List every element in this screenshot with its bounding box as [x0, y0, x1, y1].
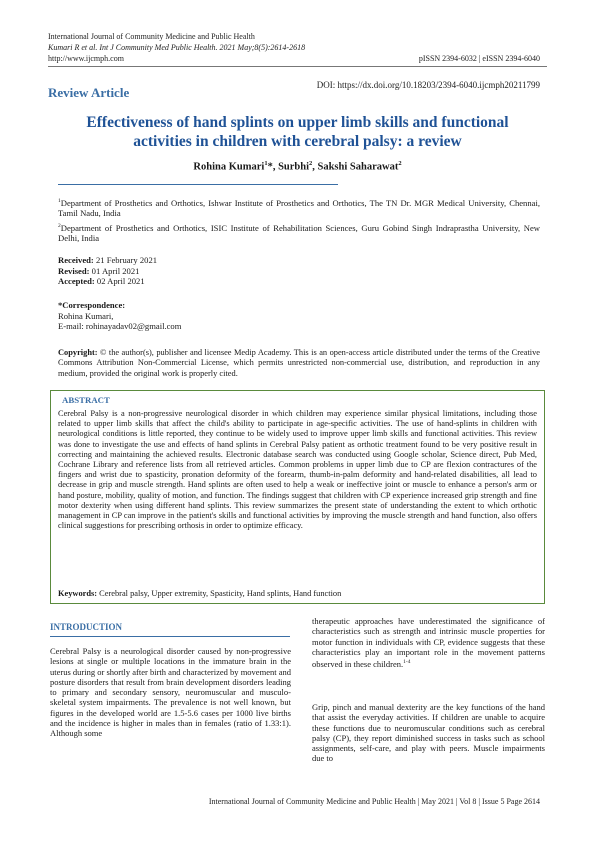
affiliation-1	[58, 196, 540, 219]
author-name: Surbhi	[278, 161, 309, 173]
accepted-label: Accepted:	[58, 276, 95, 287]
author-affil-mark: 1	[264, 160, 268, 167]
affiliation-2	[58, 221, 540, 244]
affiliation-number: 1	[58, 198, 61, 204]
citation-ref: 1-4	[403, 659, 411, 666]
author-name: Sakshi Saharawat	[317, 161, 399, 173]
doi-link[interactable]: DOI: https://dx.doi.org/10.18203/2394-6040.ijcmph20211799	[316, 80, 540, 90]
abstract-text: Cerebral Palsy is a non-progressive neurological disorder in which children may experience similar physical limitations, including those related to upper limb skills that affect the child's ability to participate in age-specific activities. The use of hand-splints in children with neurological conditions is little reported, they continue to be widely used to improve upper limb skills and functional activities. This review was done to investigate the use and effects of hand splints in Cerebral Palsy patient as orthotic treatment found to be very positive result in correcting and maintaining the achieved results. Electronic database search was conducted using Google scholar, Science direct, Pub Med, Cochrane Library and reference lists from all retrieved articles. Common problems in upper limb due to CP are flexion contractures of the fingers and wrist due to spasticity, pronation deformity of the forearm, thumb-in-palm deformity and hand-related disabilities, all lead to decrease in grip and muscle strength. Hand splints are often used to help a weak or ineffective joint or muscle to enhance a person's arm or hand posture, mobility, quality of motion, and function. The findings suggest that children with CP experience increased grip strength and fine motor dexterity when using different hand splints. This review summarizes the present state of understanding the extent to which orthotic management in CP can improve in the patient's skills and functional activities by improving the muscle strength and hand function, also offers clinical suggestions for prescribing orthosis in order to optimize efficacy.	[58, 409, 537, 531]
author-affil-mark: 2	[398, 160, 402, 167]
author-name: Rohina Kumari	[193, 161, 265, 173]
article-dates	[58, 255, 157, 287]
introduction-divider	[50, 636, 290, 637]
keywords-text: Cerebral palsy, Upper extremity, Spasticity, Hand splints, Hand function	[99, 589, 342, 598]
header-divider	[48, 66, 547, 67]
article-type: Review Article	[48, 85, 130, 100]
keywords-label: Keywords:	[58, 589, 98, 598]
copyright-label: Copyright:	[58, 348, 98, 357]
journal-url[interactable]: http://www.ijcmph.com	[48, 54, 124, 63]
revised-label: Revised:	[58, 265, 90, 276]
issn-line: pISSN 2394-6032 | eISSN 2394-6040	[418, 54, 540, 63]
affiliation-text: Department of Prosthetics and Orthotics, ISIC Institute of Rehabilitation Sciences, Guru Gobind Singh Indraprastha University, New Delhi, India	[58, 222, 540, 244]
abstract-heading: ABSTRACT	[62, 395, 110, 405]
revised-date: 01 April 2021	[91, 265, 140, 276]
correspondence-email[interactable]: E-mail: rohinayadav02@gmail.com	[58, 321, 182, 332]
article-title: Effectiveness of hand splints on upper limb skills and functional activities in children with cerebral palsy: a review	[86, 114, 509, 150]
author-separator: *,	[267, 161, 279, 173]
author-divider	[58, 184, 338, 185]
paragraph-text: therapeutic approaches have underestimated the significance of characteristics such as strength and intrinsic muscle properties for motor function in individuals with CP, evidence suggests that these characteristics play an important role in the movement patterns observed in these children.	[312, 616, 545, 670]
intro-paragraph-left: Cerebral Palsy is a neurological disorder caused by non-progressive lesions at single or multiple locations in the immature brain in the uterus during or shortly after birth and characterized by movement and posture disorders that result from brain development disorders leading to primary and secondary sensory, neuromuscular and musculo-skeletal system impairments. The prevalence is not well known, but figures in the developed world are 1.5-5.6 cases per 1000 live births and the incidence is higher in males than in females (ratio of 1.33:1). Although some	[50, 646, 291, 739]
page-footer: International Journal of Community Medicine and Public Health | May 2021 | Vol 8 | Issue 5 Page 2614	[208, 797, 540, 806]
copyright-notice	[58, 348, 540, 379]
correspondence	[58, 300, 181, 332]
affiliation-text: Department of Prosthetics and Orthotics, Ishwar Institute of Prosthetics and Orthotics, The TN Dr. MGR Medical University, Chennai, Tamil Nadu, India	[58, 197, 540, 219]
author-affil-mark: 2	[309, 160, 313, 167]
keywords	[58, 589, 537, 598]
journal-name: International Journal of Community Medicine and Public Health	[48, 32, 255, 41]
accepted-date: 02 April 2021	[96, 276, 145, 287]
copyright-text: © the author(s), publisher and licensee Medip Academy. This is an open-access article distributed under the terms of the Creative Commons Attribution Non-Commercial License, which permits unrestricted non-commercial use, distribution, and reproduction in any medium, provided the original work is properly cited.	[58, 348, 540, 378]
affiliation-number: 2	[58, 223, 61, 229]
citation-line: Kumari R et al. Int J Community Med Public Health. 2021 May;8(5):2614-2618	[48, 43, 306, 52]
intro-paragraph-right-2: Grip, pinch and manual dexterity are the key functions of the hand that assist the everyday activities. If children are unable to acquire these functions due to neuromuscular conditions such as cerebral palsy (CP), they report diminished success in tasks such as school assignments, self-care, and play with peers. Muscle impairments due to	[312, 702, 545, 764]
introduction-heading: INTRODUCTION	[50, 622, 123, 632]
received-label: Received:	[58, 255, 94, 265]
received-date: 21 February 2021	[95, 255, 158, 265]
correspondence-label: *Correspondence:	[58, 300, 126, 310]
correspondence-name: Rohina Kumari,	[58, 310, 114, 321]
intro-paragraph-right-1	[312, 616, 545, 669]
author-list	[48, 160, 547, 173]
author-separator: ,	[312, 161, 318, 173]
